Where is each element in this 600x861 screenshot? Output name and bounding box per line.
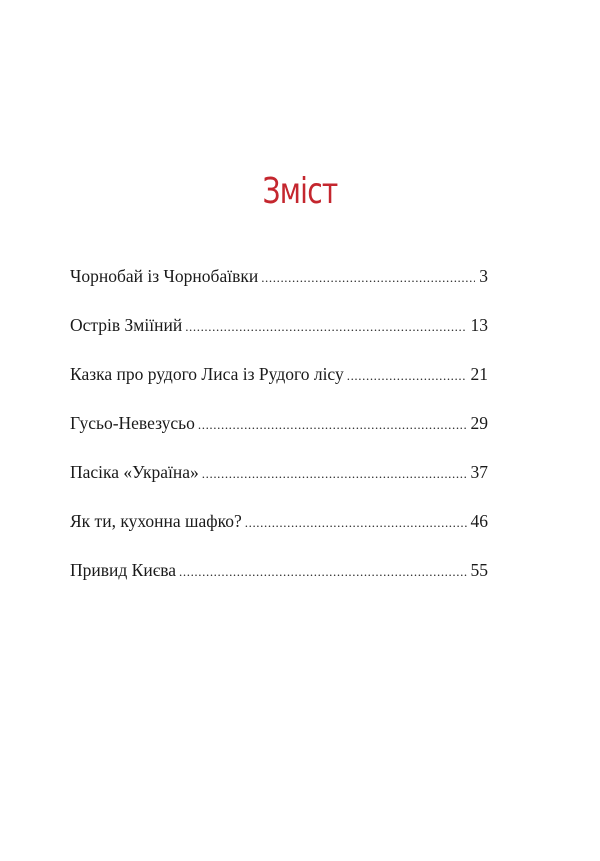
table-of-contents bbox=[70, 264, 488, 607]
toc-entry[interactable] bbox=[70, 313, 488, 362]
toc-dot-leader bbox=[198, 413, 467, 437]
toc-entry[interactable] bbox=[70, 460, 488, 509]
toc-entry-page-number: 46 bbox=[470, 511, 488, 531]
toc-entry-page-number: 3 bbox=[479, 266, 488, 286]
toc-entry-page-number: 13 bbox=[470, 315, 488, 335]
toc-dot-leader bbox=[185, 315, 466, 339]
toc-entry-page-number: 21 bbox=[470, 364, 488, 384]
toc-dot-leader bbox=[179, 560, 466, 584]
toc-entry[interactable] bbox=[70, 509, 488, 558]
toc-entry[interactable] bbox=[70, 411, 488, 460]
toc-entry-title: Казка про рудого Лиса із Рудого лісу bbox=[70, 364, 344, 384]
toc-entry-page-number: 37 bbox=[470, 462, 488, 482]
toc-entry[interactable] bbox=[70, 362, 488, 411]
toc-entry-title: Як ти, кухонна шафко? bbox=[70, 511, 242, 531]
page-title: Зміст bbox=[262, 171, 338, 212]
toc-dot-leader bbox=[245, 511, 467, 535]
toc-dot-leader bbox=[261, 266, 475, 290]
toc-entry-title: Привид Києва bbox=[70, 560, 177, 580]
toc-entry-title: Острів Зміїний bbox=[70, 315, 183, 335]
toc-entry-title: Пасіка «Україна» bbox=[70, 462, 199, 482]
toc-entry-title: Гусьо-Невезусьо bbox=[70, 413, 195, 433]
toc-dot-leader bbox=[202, 462, 467, 486]
toc-entry-page-number: 29 bbox=[470, 413, 488, 433]
toc-entry-title: Чорнобай із Чорнобаївки bbox=[70, 266, 259, 286]
toc-entry[interactable] bbox=[70, 558, 488, 607]
toc-dot-leader bbox=[347, 364, 467, 388]
toc-entry-page-number: 55 bbox=[470, 560, 488, 580]
toc-entry[interactable] bbox=[70, 264, 488, 313]
